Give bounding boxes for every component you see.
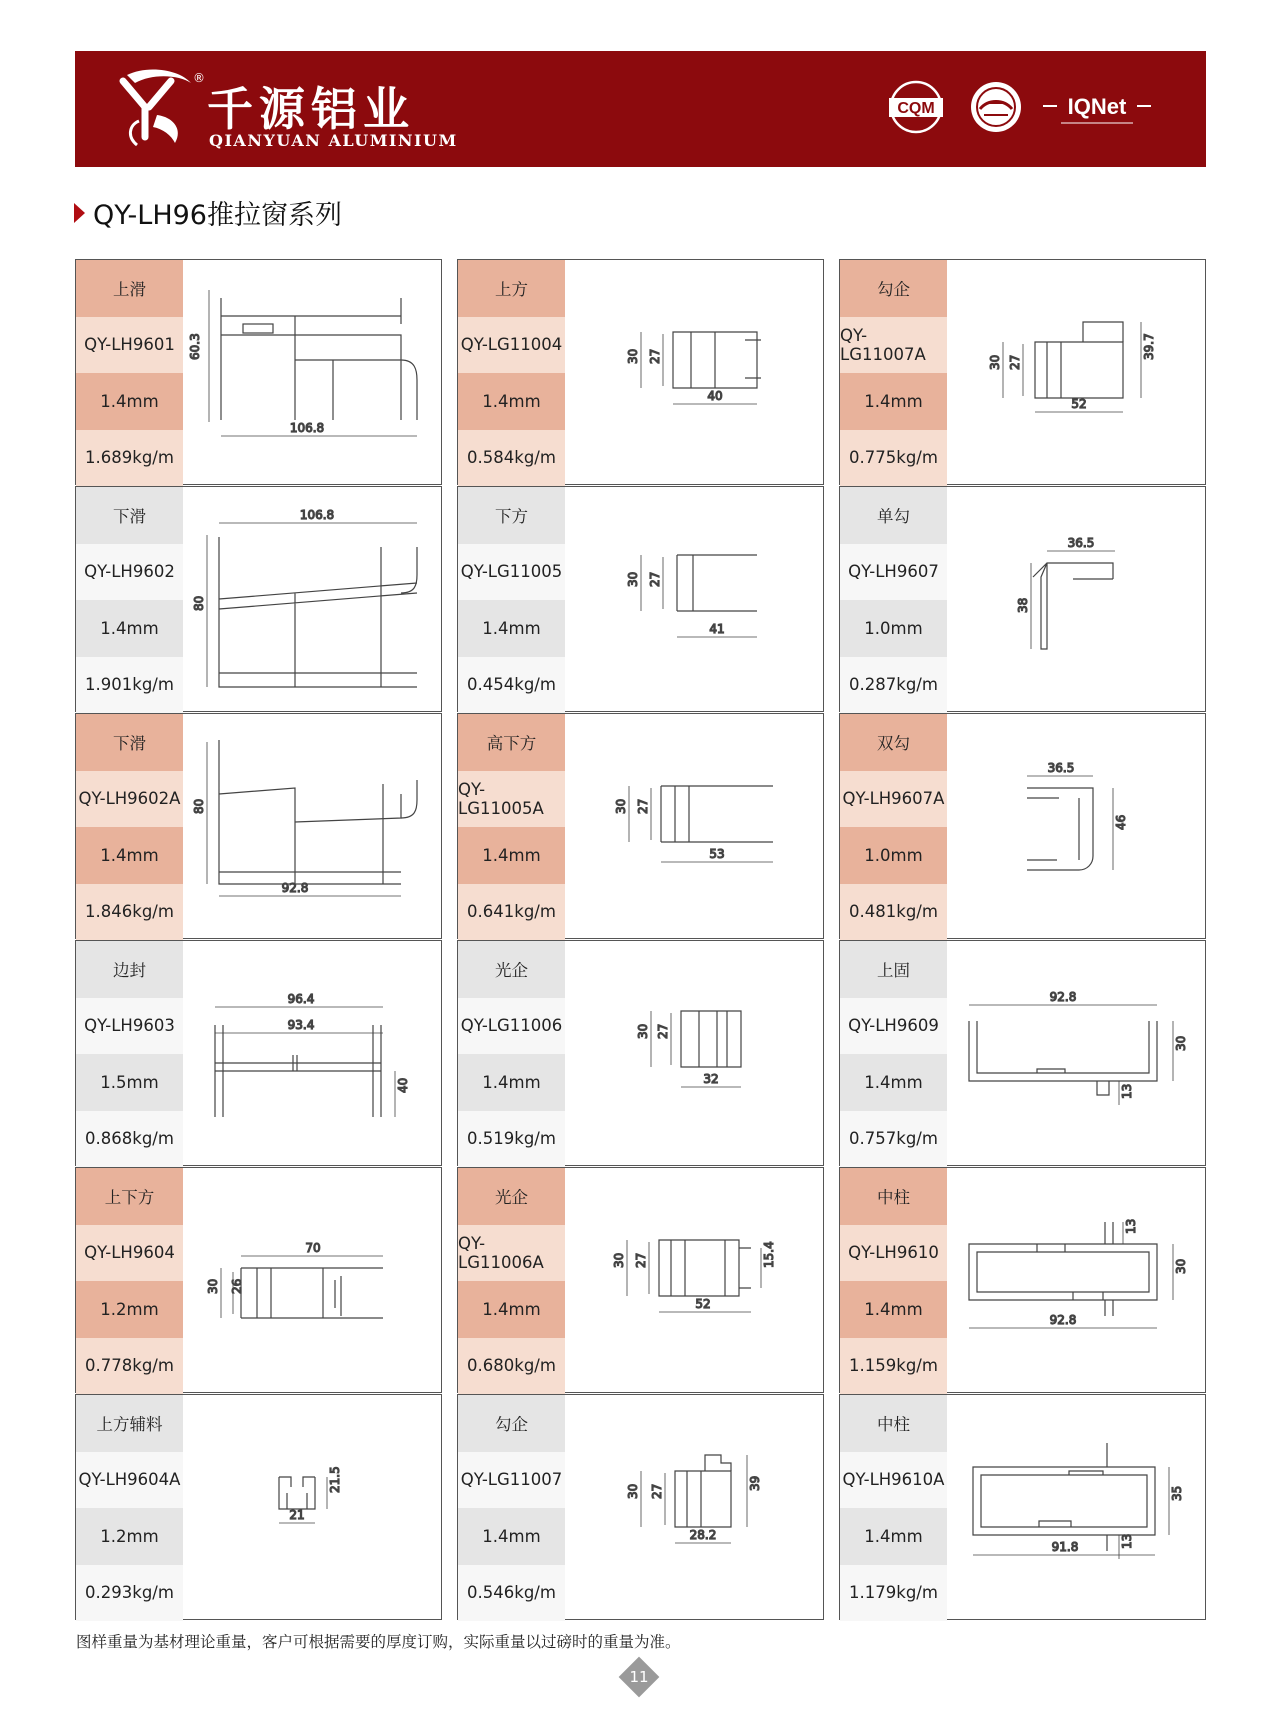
product-grid bbox=[75, 259, 1206, 1621]
dim-label: 35 bbox=[1170, 1485, 1184, 1501]
quality-seal-icon bbox=[968, 79, 1024, 135]
dim-label: 21.5 bbox=[328, 1466, 342, 1493]
product-card bbox=[75, 713, 442, 939]
product-name: 勾企 bbox=[458, 1395, 565, 1452]
dim-label: 30 bbox=[614, 798, 628, 814]
product-thickness: 1.4mm bbox=[458, 1508, 565, 1565]
dim-label: 106.8 bbox=[289, 421, 325, 435]
product-thickness: 1.4mm bbox=[458, 1281, 565, 1338]
product-code: QY-LH9604 bbox=[76, 1225, 183, 1282]
brand-header bbox=[75, 51, 1206, 167]
dim-label: 30 bbox=[626, 1483, 640, 1499]
dim-label: 30 bbox=[206, 1278, 220, 1294]
section-title bbox=[74, 193, 342, 232]
product-thickness: 1.4mm bbox=[458, 1054, 565, 1111]
dim-label: 36.5 bbox=[1047, 761, 1075, 775]
product-name: 高下方 bbox=[458, 714, 565, 771]
profile-drawing bbox=[565, 1168, 823, 1392]
dim-label: 27 bbox=[650, 1483, 664, 1499]
product-name: 上滑 bbox=[76, 260, 183, 317]
product-card bbox=[457, 486, 824, 712]
profile-drawing bbox=[183, 1168, 441, 1392]
brand-name-cn: 千源铝业 bbox=[207, 82, 415, 136]
product-name: 下方 bbox=[458, 487, 565, 544]
dim-label: 27 bbox=[648, 348, 662, 364]
product-weight: 1.179kg/m bbox=[840, 1565, 947, 1622]
product-thickness: 1.4mm bbox=[840, 373, 947, 430]
dim-label: 27 bbox=[1008, 354, 1022, 370]
dim-label: 92.8 bbox=[1049, 990, 1077, 1004]
product-weight: 1.901kg/m bbox=[76, 657, 183, 714]
profile-drawing bbox=[947, 260, 1205, 484]
product-code: QY-LH9607 bbox=[840, 544, 947, 601]
product-thickness: 1.4mm bbox=[840, 1054, 947, 1111]
dim-label: 52 bbox=[695, 1297, 711, 1311]
product-card bbox=[75, 940, 442, 1166]
profile-drawing bbox=[183, 260, 441, 484]
product-name: 上方辅料 bbox=[76, 1395, 183, 1452]
product-weight: 0.454kg/m bbox=[458, 657, 565, 714]
profile-drawing bbox=[183, 1395, 441, 1619]
profile-drawing bbox=[183, 714, 441, 938]
product-card bbox=[457, 713, 824, 939]
product-code: QY-LH9607A bbox=[840, 771, 947, 828]
product-thickness: 1.4mm bbox=[458, 600, 565, 657]
profile-drawing bbox=[183, 487, 441, 711]
product-thickness: 1.0mm bbox=[840, 600, 947, 657]
dim-label: 32 bbox=[703, 1072, 719, 1086]
product-card bbox=[457, 1394, 824, 1620]
iqnet-text: IQNet bbox=[1067, 94, 1127, 119]
dim-label: 30 bbox=[1174, 1035, 1188, 1051]
product-code: QY-LG11007 bbox=[458, 1452, 565, 1509]
product-thickness: 1.4mm bbox=[76, 373, 183, 430]
product-code: QY-LH9601 bbox=[76, 317, 183, 374]
product-card bbox=[75, 486, 442, 712]
product-code: QY-LG11005 bbox=[458, 544, 565, 601]
product-thickness: 1.4mm bbox=[458, 827, 565, 884]
dim-label: 39.7 bbox=[1142, 333, 1156, 360]
product-card bbox=[839, 486, 1206, 712]
dim-label: 93.4 bbox=[287, 1018, 315, 1032]
dim-label: 30 bbox=[626, 348, 640, 364]
profile-drawing bbox=[947, 941, 1205, 1165]
product-thickness: 1.0mm bbox=[840, 827, 947, 884]
product-code: QY-LG11005A bbox=[458, 771, 565, 828]
dim-label: 41 bbox=[709, 622, 725, 636]
dim-label: 60.3 bbox=[188, 333, 202, 360]
footnote: 图样重量为基材理论重量，客户可根据需要的厚度订购，实际重量以过磅时的重量为准。 bbox=[76, 1633, 681, 1651]
product-card bbox=[839, 1167, 1206, 1393]
product-weight: 1.846kg/m bbox=[76, 884, 183, 941]
product-name: 上下方 bbox=[76, 1168, 183, 1225]
product-code: QY-LH9603 bbox=[76, 998, 183, 1055]
product-code: QY-LH9610A bbox=[840, 1452, 947, 1509]
product-card bbox=[75, 259, 442, 485]
dim-label: 38 bbox=[1016, 597, 1030, 613]
dim-label: 13 bbox=[1124, 1218, 1138, 1234]
product-name: 勾企 bbox=[840, 260, 947, 317]
cqm-text: CQM bbox=[897, 100, 935, 117]
dim-label: 30 bbox=[612, 1252, 626, 1268]
product-thickness: 1.4mm bbox=[840, 1281, 947, 1338]
product-code: QY-LH9609 bbox=[840, 998, 947, 1055]
product-name: 上方 bbox=[458, 260, 565, 317]
dim-label: 13 bbox=[1120, 1083, 1134, 1099]
profile-drawing bbox=[565, 714, 823, 938]
product-code: QY-LH9602 bbox=[76, 544, 183, 601]
product-name: 上固 bbox=[840, 941, 947, 998]
brand-name-en: QIANYUAN ALUMINIUM bbox=[209, 131, 458, 150]
profile-drawing bbox=[183, 941, 441, 1165]
product-name: 双勾 bbox=[840, 714, 947, 771]
dim-label: 92.8 bbox=[281, 881, 309, 895]
product-weight: 1.689kg/m bbox=[76, 430, 183, 487]
dim-label: 80 bbox=[192, 798, 206, 814]
dim-label: 26 bbox=[230, 1278, 244, 1294]
product-code: QY-LH9604A bbox=[76, 1452, 183, 1509]
dim-label: 46 bbox=[1114, 814, 1128, 830]
profile-drawing bbox=[565, 260, 823, 484]
cqm-cert-icon bbox=[885, 79, 947, 135]
dim-label: 36.5 bbox=[1067, 536, 1095, 550]
product-weight: 0.775kg/m bbox=[840, 430, 947, 487]
profile-drawing bbox=[565, 1395, 823, 1619]
dim-label: 30 bbox=[1174, 1258, 1188, 1274]
product-thickness: 1.5mm bbox=[76, 1054, 183, 1111]
product-code: QY-LG11004 bbox=[458, 317, 565, 374]
dim-label: 39 bbox=[748, 1475, 762, 1491]
dim-label: 92.8 bbox=[1049, 1313, 1077, 1327]
product-card bbox=[75, 1167, 442, 1393]
logo-icon bbox=[117, 67, 197, 151]
product-thickness: 1.4mm bbox=[840, 1508, 947, 1565]
page-number: 11 bbox=[629, 1668, 649, 1686]
product-weight: 0.757kg/m bbox=[840, 1111, 947, 1168]
product-card bbox=[457, 259, 824, 485]
dim-label: 28.2 bbox=[689, 1528, 717, 1542]
dim-label: 27 bbox=[648, 571, 662, 587]
product-weight: 0.778kg/m bbox=[76, 1338, 183, 1395]
product-card bbox=[839, 259, 1206, 485]
dim-label: 40 bbox=[396, 1077, 410, 1093]
dim-label: 80 bbox=[192, 595, 206, 611]
dim-label: 52 bbox=[1071, 397, 1087, 411]
product-thickness: 1.4mm bbox=[76, 827, 183, 884]
product-name: 光企 bbox=[458, 1168, 565, 1225]
product-thickness: 1.4mm bbox=[76, 600, 183, 657]
title-arrow-icon bbox=[74, 203, 85, 223]
dim-label: 96.4 bbox=[287, 992, 315, 1006]
product-card bbox=[75, 1394, 442, 1620]
page-number-badge bbox=[619, 1657, 659, 1697]
product-code: QY-LG11006A bbox=[458, 1225, 565, 1282]
product-thickness: 1.2mm bbox=[76, 1508, 183, 1565]
product-code: QY-LH9610 bbox=[840, 1225, 947, 1282]
product-weight: 0.481kg/m bbox=[840, 884, 947, 941]
registered-mark: ® bbox=[193, 71, 205, 85]
dim-label: 70 bbox=[305, 1241, 321, 1255]
product-name: 边封 bbox=[76, 941, 183, 998]
profile-drawing bbox=[947, 487, 1205, 711]
product-name: 下滑 bbox=[76, 714, 183, 771]
product-code: QY-LH9602A bbox=[76, 771, 183, 828]
product-weight: 1.159kg/m bbox=[840, 1338, 947, 1395]
product-weight: 0.546kg/m bbox=[458, 1565, 565, 1622]
product-name: 下滑 bbox=[76, 487, 183, 544]
profile-drawing bbox=[947, 1168, 1205, 1392]
dim-label: 13 bbox=[1120, 1533, 1134, 1549]
profile-drawing bbox=[947, 1395, 1205, 1619]
product-code: QY-LG11007A bbox=[840, 317, 947, 374]
product-name: 中柱 bbox=[840, 1395, 947, 1452]
product-weight: 0.641kg/m bbox=[458, 884, 565, 941]
product-weight: 0.519kg/m bbox=[458, 1111, 565, 1168]
product-name: 光企 bbox=[458, 941, 565, 998]
dim-label: 27 bbox=[656, 1023, 670, 1039]
product-weight: 0.287kg/m bbox=[840, 657, 947, 714]
dim-label: 106.8 bbox=[299, 508, 335, 522]
product-thickness: 1.2mm bbox=[76, 1281, 183, 1338]
dim-label: 15.4 bbox=[762, 1241, 776, 1268]
product-name: 单勾 bbox=[840, 487, 947, 544]
dim-label: 30 bbox=[636, 1023, 650, 1039]
product-weight: 0.868kg/m bbox=[76, 1111, 183, 1168]
dim-label: 40 bbox=[707, 389, 723, 403]
product-card bbox=[839, 713, 1206, 939]
dim-label: 21 bbox=[289, 1508, 305, 1522]
section-title-text: QY-LH96推拉窗系列 bbox=[93, 200, 342, 231]
profile-drawing bbox=[565, 941, 823, 1165]
product-card bbox=[457, 1167, 824, 1393]
product-card bbox=[839, 940, 1206, 1166]
profile-drawing bbox=[565, 487, 823, 711]
product-weight: 0.584kg/m bbox=[458, 430, 565, 487]
dim-label: 27 bbox=[636, 798, 650, 814]
product-weight: 0.680kg/m bbox=[458, 1338, 565, 1395]
dim-label: 27 bbox=[634, 1252, 648, 1268]
dim-label: 53 bbox=[709, 847, 725, 861]
product-thickness: 1.4mm bbox=[458, 373, 565, 430]
profile-drawing bbox=[947, 714, 1205, 938]
dim-label: 91.8 bbox=[1051, 1540, 1079, 1554]
product-card bbox=[457, 940, 824, 1166]
dim-label: 30 bbox=[988, 354, 1002, 370]
product-name: 中柱 bbox=[840, 1168, 947, 1225]
product-weight: 0.293kg/m bbox=[76, 1565, 183, 1622]
dim-label: 30 bbox=[626, 571, 640, 587]
product-code: QY-LG11006 bbox=[458, 998, 565, 1055]
product-card bbox=[839, 1394, 1206, 1620]
iqnet-cert-icon bbox=[1041, 79, 1153, 135]
